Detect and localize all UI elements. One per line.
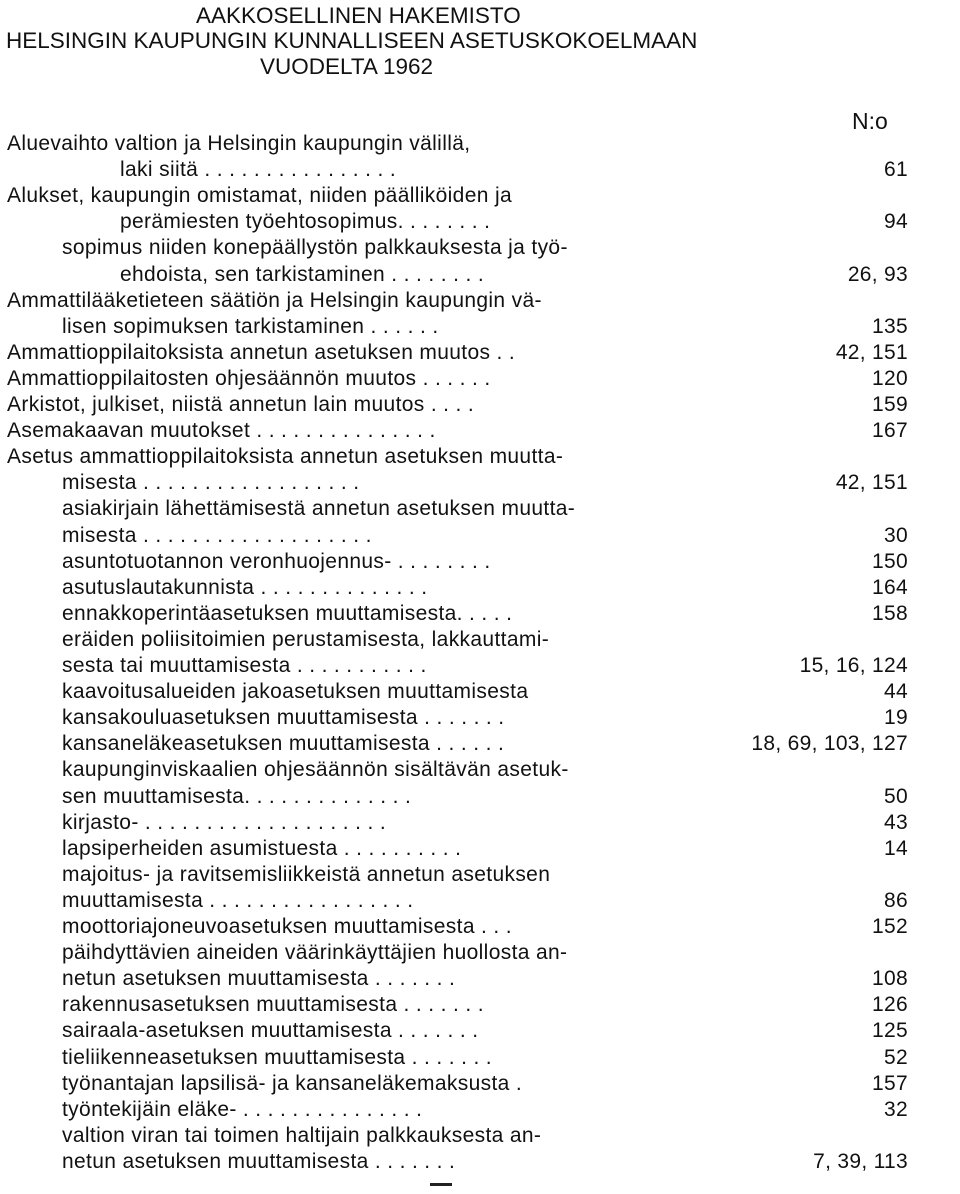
- index-entry-line: [62, 914, 960, 940]
- entry-text: moottoriajoneuvoasetuksen muuttamisesta . . .: [62, 915, 512, 938]
- index-entry-line: [62, 940, 960, 966]
- entry-text: ehdoista, sen tarkistaminen . . . . . . . .: [120, 263, 485, 286]
- index-entry-line: [62, 1123, 960, 1149]
- index-entry-line: [120, 157, 960, 183]
- entry-number: 7, 39, 113: [813, 1150, 908, 1173]
- entry-text: lisen sopimuksen tarkistaminen . . . . . .: [62, 315, 439, 338]
- entry-number: 94: [884, 210, 908, 233]
- entry-text: kirjasto- . . . . . . . . . . . . . . . . . . . .: [62, 811, 387, 834]
- index-entry-line: [62, 679, 960, 705]
- entry-number: 30: [884, 524, 908, 547]
- index-entry-line: [62, 1071, 960, 1097]
- year-title: VUODELTA 1962: [260, 54, 434, 79]
- entry-text: Alukset, kaupungin omistamat, niiden päälliköiden ja: [7, 184, 512, 207]
- entry-number: 167: [872, 419, 908, 442]
- index-entry-line: [7, 288, 960, 314]
- index-entry-line: [62, 549, 960, 575]
- entry-number: 52: [884, 1046, 908, 1069]
- entry-text: sairaala-asetuksen muuttamisesta . . . . . . .: [62, 1019, 479, 1042]
- entry-number: 19: [884, 706, 908, 729]
- entry-text: Asemakaavan muutokset . . . . . . . . . . . . . . .: [7, 419, 436, 442]
- entry-number: 108: [872, 967, 908, 990]
- entry-text: rakennusasetuksen muuttamisesta . . . . . . .: [62, 993, 484, 1016]
- entry-text: muuttamisesta . . . . . . . . . . . . . . . . .: [62, 889, 414, 912]
- entry-text: lapsiperheiden asumistuesta . . . . . . . . . .: [62, 837, 462, 860]
- entry-number: 126: [872, 993, 908, 1016]
- index-entry-line: [62, 601, 960, 627]
- index-entry-line: [7, 418, 960, 444]
- entry-number: 44: [884, 680, 908, 703]
- index-entry-line: [62, 836, 960, 862]
- index-entry-line: [7, 392, 960, 418]
- entry-text: asuntotuotannon veronhuojennus- . . . . . . . .: [62, 550, 491, 573]
- entry-number: 159: [872, 393, 908, 416]
- index-entry-line: [7, 340, 960, 366]
- index-entry-line: [62, 888, 960, 914]
- entry-text: majoitus- ja ravitsemisliikkeistä annetun asetuksen: [62, 863, 551, 886]
- collection-title: HELSINGIN KAUPUNGIN KUNNALLISEEN ASETUSKOKOELMAAN: [6, 28, 698, 53]
- index-entry-line: [7, 444, 960, 470]
- index-entry-line: [62, 1018, 960, 1044]
- number-column-header: N:o: [852, 108, 888, 134]
- entry-number: 14: [884, 837, 908, 860]
- index-entry-line: [7, 131, 960, 157]
- entry-text: Asetus ammattioppilaitoksista annetun asetuksen muutta-: [7, 445, 564, 468]
- entry-text: sopimus niiden konepäällystön palkkauksesta ja työ-: [62, 236, 568, 259]
- index-entry-line: [62, 757, 960, 783]
- index-entry-line: [62, 627, 960, 653]
- index-entry-line: [7, 366, 960, 392]
- entry-text: tieliikenneasetuksen muuttamisesta . . . . . . .: [62, 1046, 492, 1069]
- entry-number: 15, 16, 124: [799, 654, 908, 677]
- entry-text: perämiesten työehtosopimus. . . . . . . .: [120, 210, 491, 233]
- index-entry-line: [62, 523, 960, 549]
- entry-number: 152: [872, 915, 908, 938]
- entry-text: eräiden poliisitoimien perustamisesta, lakkauttami-: [62, 628, 550, 651]
- index-entry-line: [62, 575, 960, 601]
- index-title: AAKKOSELLINEN HAKEMISTO: [196, 3, 521, 28]
- entry-text: Aluevaihto valtion ja Helsingin kaupungin välillä,: [7, 132, 471, 155]
- entry-text: Arkistot, julkiset, niistä annetun lain muutos . . . .: [7, 393, 475, 416]
- index-entry-line: [62, 731, 960, 757]
- entry-number: 42, 151: [835, 471, 908, 494]
- entry-text: työntekijäin eläke- . . . . . . . . . . . . . . .: [62, 1098, 423, 1121]
- entry-number: 50: [884, 785, 908, 808]
- entry-number: 158: [872, 602, 908, 625]
- entry-text: ennakkoperintäasetuksen muuttamisesta. . . . .: [62, 602, 513, 625]
- entry-text: asutuslautakunnista . . . . . . . . . . . . . .: [62, 576, 428, 599]
- entry-text: sesta tai muuttamisesta . . . . . . . . . . .: [62, 654, 427, 677]
- index-entry-line: [62, 992, 960, 1018]
- entry-number: 26, 93: [847, 263, 908, 286]
- index-entry-line: [62, 705, 960, 731]
- entry-number: 120: [872, 367, 908, 390]
- entry-text: Ammattilääketieteen säätiön ja Helsingin kaupungin vä-: [7, 289, 542, 312]
- entry-text: kansakouluasetuksen muuttamisesta . . . . . . .: [62, 706, 505, 729]
- index-entry-line: [62, 862, 960, 888]
- entry-text: misesta . . . . . . . . . . . . . . . . . .: [62, 471, 360, 494]
- entry-text: netun asetuksen muuttamisesta . . . . . . .: [62, 967, 456, 990]
- entry-number: 164: [872, 576, 908, 599]
- entry-number: 43: [884, 811, 908, 834]
- entry-text: Ammattioppilaitoksista annetun asetuksen muutos . .: [7, 341, 516, 364]
- index-entry-line: [62, 1045, 960, 1071]
- index-entry-line: [62, 235, 960, 261]
- entry-number: 42, 151: [835, 341, 908, 364]
- index-entry-line: [62, 1097, 960, 1123]
- page-bottom-dash: [430, 1183, 452, 1186]
- entry-text: asiakirjain lähettämisestä annetun asetuksen muutta-: [62, 497, 576, 520]
- index-entry-line: [62, 966, 960, 992]
- entry-number: 32: [884, 1098, 908, 1121]
- entry-text: netun asetuksen muuttamisesta . . . . . . .: [62, 1150, 456, 1173]
- entry-number: 150: [872, 550, 908, 573]
- entry-number: 86: [884, 889, 908, 912]
- index-entry-line: [62, 1149, 960, 1175]
- entry-text: kaavoitusalueiden jakoasetuksen muuttamisesta: [62, 680, 529, 703]
- entry-text: kansaneläkeasetuksen muuttamisesta . . . . . .: [62, 732, 505, 755]
- index-entry-line: [62, 314, 960, 340]
- entry-text: päihdyttävien aineiden väärinkäyttäjien huollosta an-: [62, 941, 568, 964]
- index-entry-line: [62, 470, 960, 496]
- entry-number: 135: [872, 315, 908, 338]
- index-entry-line: [7, 183, 960, 209]
- entry-text: misesta . . . . . . . . . . . . . . . . . . .: [62, 524, 372, 547]
- entry-text: valtion viran tai toimen haltijain palkkauksesta an-: [62, 1124, 542, 1147]
- index-entry-line: [62, 810, 960, 836]
- entry-text: Ammattioppilaitosten ohjesäännön muutos . . . . . .: [7, 367, 491, 390]
- index-entry-line: [62, 496, 960, 522]
- entry-text: kaupunginviskaalien ohjesäännön sisältävän asetuk-: [62, 758, 569, 781]
- entry-text: laki siitä . . . . . . . . . . . . . . . .: [120, 158, 397, 181]
- entry-number: 18, 69, 103, 127: [751, 732, 908, 755]
- entry-number: 125: [872, 1019, 908, 1042]
- index-entry-line: [120, 262, 960, 288]
- index-entry-line: [120, 209, 960, 235]
- entry-text: työnantajan lapsilisä- ja kansaneläkemaksusta .: [62, 1072, 523, 1095]
- index-entry-line: [62, 653, 960, 679]
- entry-number: 157: [872, 1072, 908, 1095]
- index-entry-line: [62, 784, 960, 810]
- entry-text: sen muuttamisesta. . . . . . . . . . . . . .: [62, 785, 412, 808]
- entry-number: 61: [884, 158, 908, 181]
